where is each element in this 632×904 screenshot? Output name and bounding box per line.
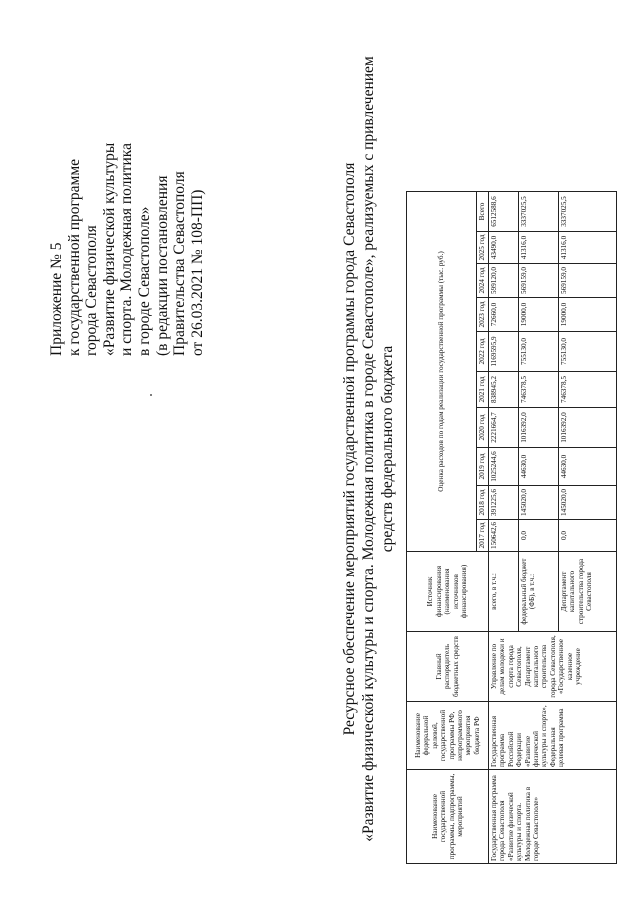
value-cell: 746378,5	[559, 372, 617, 408]
value-cell: 746378,5	[519, 372, 559, 408]
header-year: 2023 год	[477, 298, 489, 332]
value-cell: 391225,6	[489, 486, 519, 520]
header-estimate: Оценка расходов по годам реализации государственной программы (тыс. руб.)	[407, 192, 477, 552]
header-name: Наименование государственной программы, подпрограммы, мероприятий	[407, 770, 489, 864]
appendix-line: к государственной программе	[65, 158, 83, 356]
scan-speck	[150, 394, 152, 396]
value-cell: 1169595,9	[489, 332, 519, 372]
header-year: 2022 год	[477, 332, 489, 372]
appendix-line: «Развитие физической культуры	[100, 142, 118, 356]
total-cell: 6512588,6	[489, 192, 519, 232]
total-cell: 3337025,5	[559, 192, 617, 232]
appendix-line: Приложение № 5	[48, 242, 65, 356]
header-year: 2018 год	[477, 486, 489, 520]
header-year: 2019 год	[477, 448, 489, 486]
value-cell: 145020,0	[559, 486, 617, 520]
value-cell: 19000,0	[559, 298, 617, 332]
header-year: 2017 год	[477, 520, 489, 552]
appendix-line: (в редакции постановления	[153, 175, 171, 356]
document-title	[340, 34, 397, 864]
header-total: Всего	[477, 192, 489, 232]
header-year: 2025 год	[477, 232, 489, 264]
total-cell: 3337025,5	[519, 192, 559, 232]
appendix-line: города Севастополя	[83, 225, 101, 356]
appendix-line: в городе Севастополе»	[135, 206, 153, 356]
budget-manager: Управление по делам молодежи и спорта города Севастополя, Департамент капитального строительства города Севастополя, «Государственное казенное учреждение	[489, 632, 617, 702]
funding-source: федеральный бюджет (ФБ), в т.ч.:	[519, 552, 559, 632]
table-row	[489, 192, 519, 864]
resource-table	[406, 191, 617, 864]
header-year: 2024 год	[477, 264, 489, 298]
appendix-line: Правительства Севастополя	[171, 171, 189, 356]
title-line: Ресурсное обеспечение мероприятий государственной программы города Севастополя	[341, 162, 358, 736]
appendix-line: и спорта. Молодежная политика	[118, 143, 136, 356]
value-cell: 0,0	[559, 520, 617, 552]
value-cell: 72660,0	[489, 298, 519, 332]
header-source: Источник финансирования (наименования источников финансирования)	[407, 552, 489, 632]
header-year: 2021 год	[477, 372, 489, 408]
value-cell: 569159,0	[519, 264, 559, 298]
appendix-line: от 26.03.2021 № 108-ПП)	[188, 189, 206, 356]
value-cell: 150642,6	[489, 520, 519, 552]
value-cell: 755130,0	[519, 332, 559, 372]
value-cell: 838945,2	[489, 372, 519, 408]
value-cell: 599120,0	[489, 264, 519, 298]
header-manager: Главный распорядитель бюджетных средств	[407, 632, 489, 702]
appendix-block	[48, 36, 206, 356]
value-cell: 1016392,0	[559, 408, 617, 448]
funding-source: всего, в т.ч.:	[489, 552, 519, 632]
header-federal-program: Наименование федеральной целевой, государственной программы РФ, непрограммного мероприятия бюджета РФ	[407, 702, 489, 770]
value-cell: 755130,0	[559, 332, 617, 372]
value-cell: 569159,0	[559, 264, 617, 298]
value-cell: 41316,0	[559, 232, 617, 264]
value-cell: 1025244,6	[489, 448, 519, 486]
value-cell: 2221664,7	[489, 408, 519, 448]
header-year: 2020 год	[477, 408, 489, 448]
value-cell: 145020,0	[519, 486, 559, 520]
title-line: средств федерального бюджета	[379, 345, 396, 553]
value-cell: 1016392,0	[519, 408, 559, 448]
value-cell: 44630,0	[519, 448, 559, 486]
value-cell: 19000,0	[519, 298, 559, 332]
value-cell: 0,0	[519, 520, 559, 552]
title-line: «Развитие физической культуры и спорта. Молодежная политика в городе Севастополе», реализуемых с привлечением	[360, 56, 377, 842]
value-cell: 44630,0	[559, 448, 617, 486]
funding-source: Департамент капитального строительства города Севастополя	[559, 552, 617, 632]
value-cell: 41316,0	[519, 232, 559, 264]
federal-program: Государственная программа Российской Федерации «Развитие физической культуры и спорта», Федеральная целевая программа	[489, 702, 617, 770]
program-name: Государственная программа города Севастополя «Развитие физической культуры и спорта. Молодежная политика в городе Севастополе»	[489, 770, 617, 864]
value-cell: 43490,0	[489, 232, 519, 264]
